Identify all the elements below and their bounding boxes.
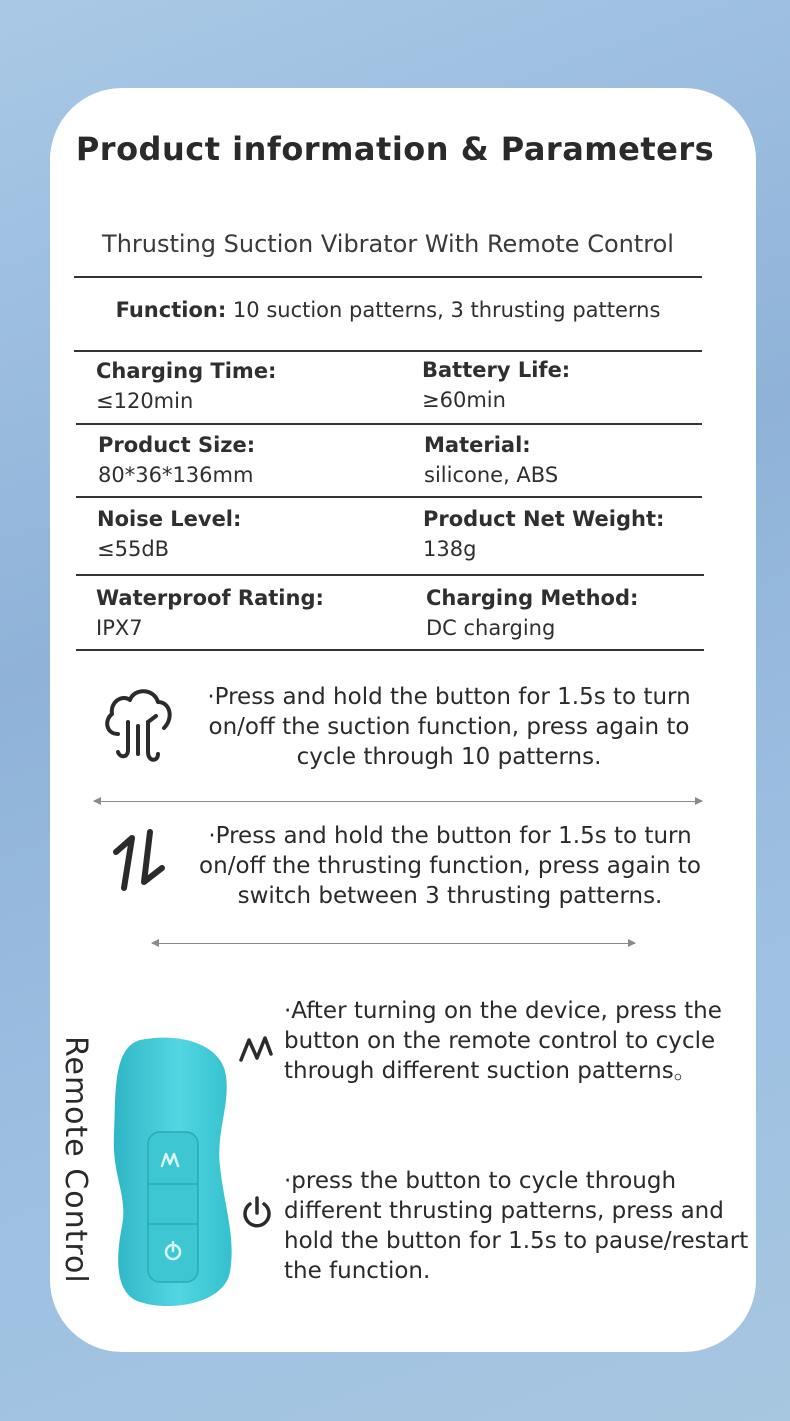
suction-icon (100, 682, 176, 768)
spec-label: Charging Time: (96, 359, 277, 383)
product-name: Thrusting Suction Vibrator With Remote Control (102, 230, 674, 258)
spec-value: silicone, ABS (424, 463, 559, 487)
separator-arrow (94, 801, 702, 802)
instruction-line: hold the button for 1.5s to pause/restart (284, 1228, 749, 1254)
spec-label: Noise Level: (97, 507, 242, 531)
instruction-line: button on the remote control to cycle (284, 1028, 716, 1054)
spec-value: 138g (423, 537, 477, 561)
spec-value: ≥60min (422, 388, 506, 412)
divider (74, 350, 702, 352)
spec-material (424, 430, 558, 490)
divider (76, 574, 704, 576)
power-button-instruction (284, 1166, 754, 1286)
instruction-line: switch between 3 thrusting patterns. (237, 883, 663, 909)
instruction-line: ·After turning on the device, press the (284, 998, 722, 1024)
divider (76, 496, 702, 498)
instruction-line: ·Press and hold the button for 1.5s to turn (207, 684, 691, 710)
remote-control-label: Remote Control (58, 1036, 93, 1284)
spec-value: ≤120min (96, 389, 194, 413)
instruction-line: ·press the button to cycle through (284, 1168, 677, 1194)
remote-control-image (110, 1036, 235, 1308)
instruction-line: on/off the suction function, press again to (208, 714, 690, 740)
spec-label: Material: (424, 433, 531, 457)
instruction-line: the function. (284, 1258, 431, 1284)
spec-label: Battery Life: (422, 358, 571, 382)
spec-charging-time (96, 356, 276, 416)
instruction-line: cycle through 10 patterns. (296, 744, 602, 770)
thrusting-instruction (190, 821, 710, 911)
divider (74, 276, 702, 278)
divider (76, 423, 702, 425)
spec-value: 80*36*136mm (98, 463, 254, 487)
spec-label: Product Net Weight: (423, 507, 665, 531)
wave-icon (238, 1034, 274, 1064)
spec-label: Waterproof Rating: (96, 586, 324, 610)
instruction-line: on/off the thrusting function, press again to (199, 853, 701, 879)
power-icon (240, 1195, 274, 1231)
spec-product-size (98, 430, 255, 490)
instruction-line: different thrusting patterns, press and (284, 1198, 724, 1224)
spec-value: ≤55dB (97, 537, 170, 561)
instruction-line: ·Press and hold the button for 1.5s to turn (208, 823, 692, 849)
function-label: Function: (115, 298, 227, 322)
spec-charging-method (426, 583, 638, 643)
page-title: Product information & Parameters (75, 130, 715, 168)
spec-label: Product Size: (98, 433, 256, 457)
function-row (74, 298, 702, 322)
function-value: 10 suction patterns, 3 thrusting patterns (232, 298, 661, 322)
up-down-arrows-icon (110, 826, 170, 892)
spec-battery-life (422, 355, 570, 415)
wave-button-instruction (284, 996, 744, 1086)
spec-waterproof (96, 583, 324, 643)
spec-label: Charging Method: (426, 586, 639, 610)
divider (76, 649, 704, 651)
instruction-line: through different suction patterns。 (284, 1058, 697, 1084)
separator-arrow (152, 943, 635, 944)
spec-value: DC charging (426, 616, 556, 640)
spec-noise-level (97, 504, 241, 564)
suction-instruction (196, 682, 702, 772)
spec-net-weight (423, 504, 664, 564)
spec-value: IPX7 (96, 616, 143, 640)
